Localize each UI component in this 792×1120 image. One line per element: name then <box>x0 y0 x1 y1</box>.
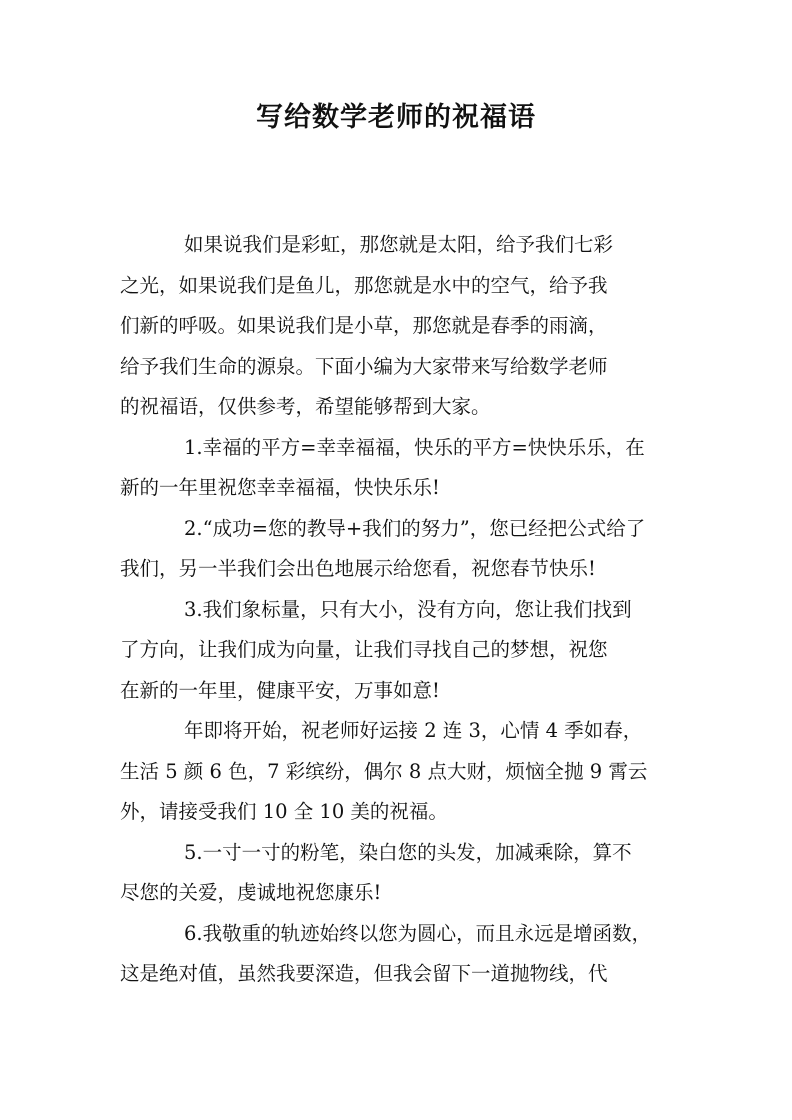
paragraph-line: 了方向，让我们成为向量，让我们寻找自己的梦想，祝您 <box>120 638 608 661</box>
paragraph-line: 给予我们生命的源泉。下面小编为大家带来写给数学老师 <box>120 354 608 378</box>
paragraph-line: 尽您的关爱，虔诚地祝您康乐! <box>120 881 382 904</box>
paragraph-line: 新的一年里祝您幸幸福福，快快乐乐! <box>120 476 440 499</box>
paragraph-line: 如果说我们是彩虹，那您就是太阳，给予我们七彩 <box>184 233 614 256</box>
paragraph-line: 之光，如果说我们是鱼儿，那您就是水中的空气，给予我 <box>120 273 608 297</box>
paragraph-line: 这是绝对值，虽然我要深造，但我会留下一道抛物线，代 <box>120 962 608 985</box>
paragraph-line: 的祝福语，仅供参考，希望能够帮到大家。 <box>120 395 491 418</box>
paragraph-line: 1.幸福的平方=幸幸福福，快乐的平方=快快乐乐，在 <box>184 435 645 459</box>
paragraph-line: 2.“成功=您的教导+我们的努力”，您已经把公式给了 <box>184 516 646 540</box>
paragraph-line: 我们，另一半我们会出色地展示给您看，祝您春节快乐! <box>120 557 596 580</box>
paragraph-line: 3.我们象标量，只有大小，没有方向，您让我们找到 <box>184 597 632 621</box>
paragraph-line: 们新的呼吸。如果说我们是小草，那您就是春季的雨滴， <box>120 314 608 337</box>
paragraph-line: 生活 5 颜 6 色，7 彩缤纷，偶尔 8 点大财，烦恼全抛 9 霄云 <box>120 759 648 783</box>
paragraph-line: 在新的一年里，健康平安，万事如意! <box>120 678 440 702</box>
document-title: 写给数学老师的祝福语 <box>256 102 536 133</box>
paragraph-line: 6.我敬重的轨迹始终以您为圆心，而且永远是增函数， <box>184 921 652 945</box>
paragraph-line: 年即将开始，祝老师好运接 2 连 3，心情 4 季如春， <box>184 719 643 742</box>
paragraph-line: 外，请接受我们 10 全 10 美的祝福。 <box>120 800 448 823</box>
paragraph-line: 5.一寸一寸的粉笔，染白您的头发，加减乘除，算不 <box>184 840 632 864</box>
